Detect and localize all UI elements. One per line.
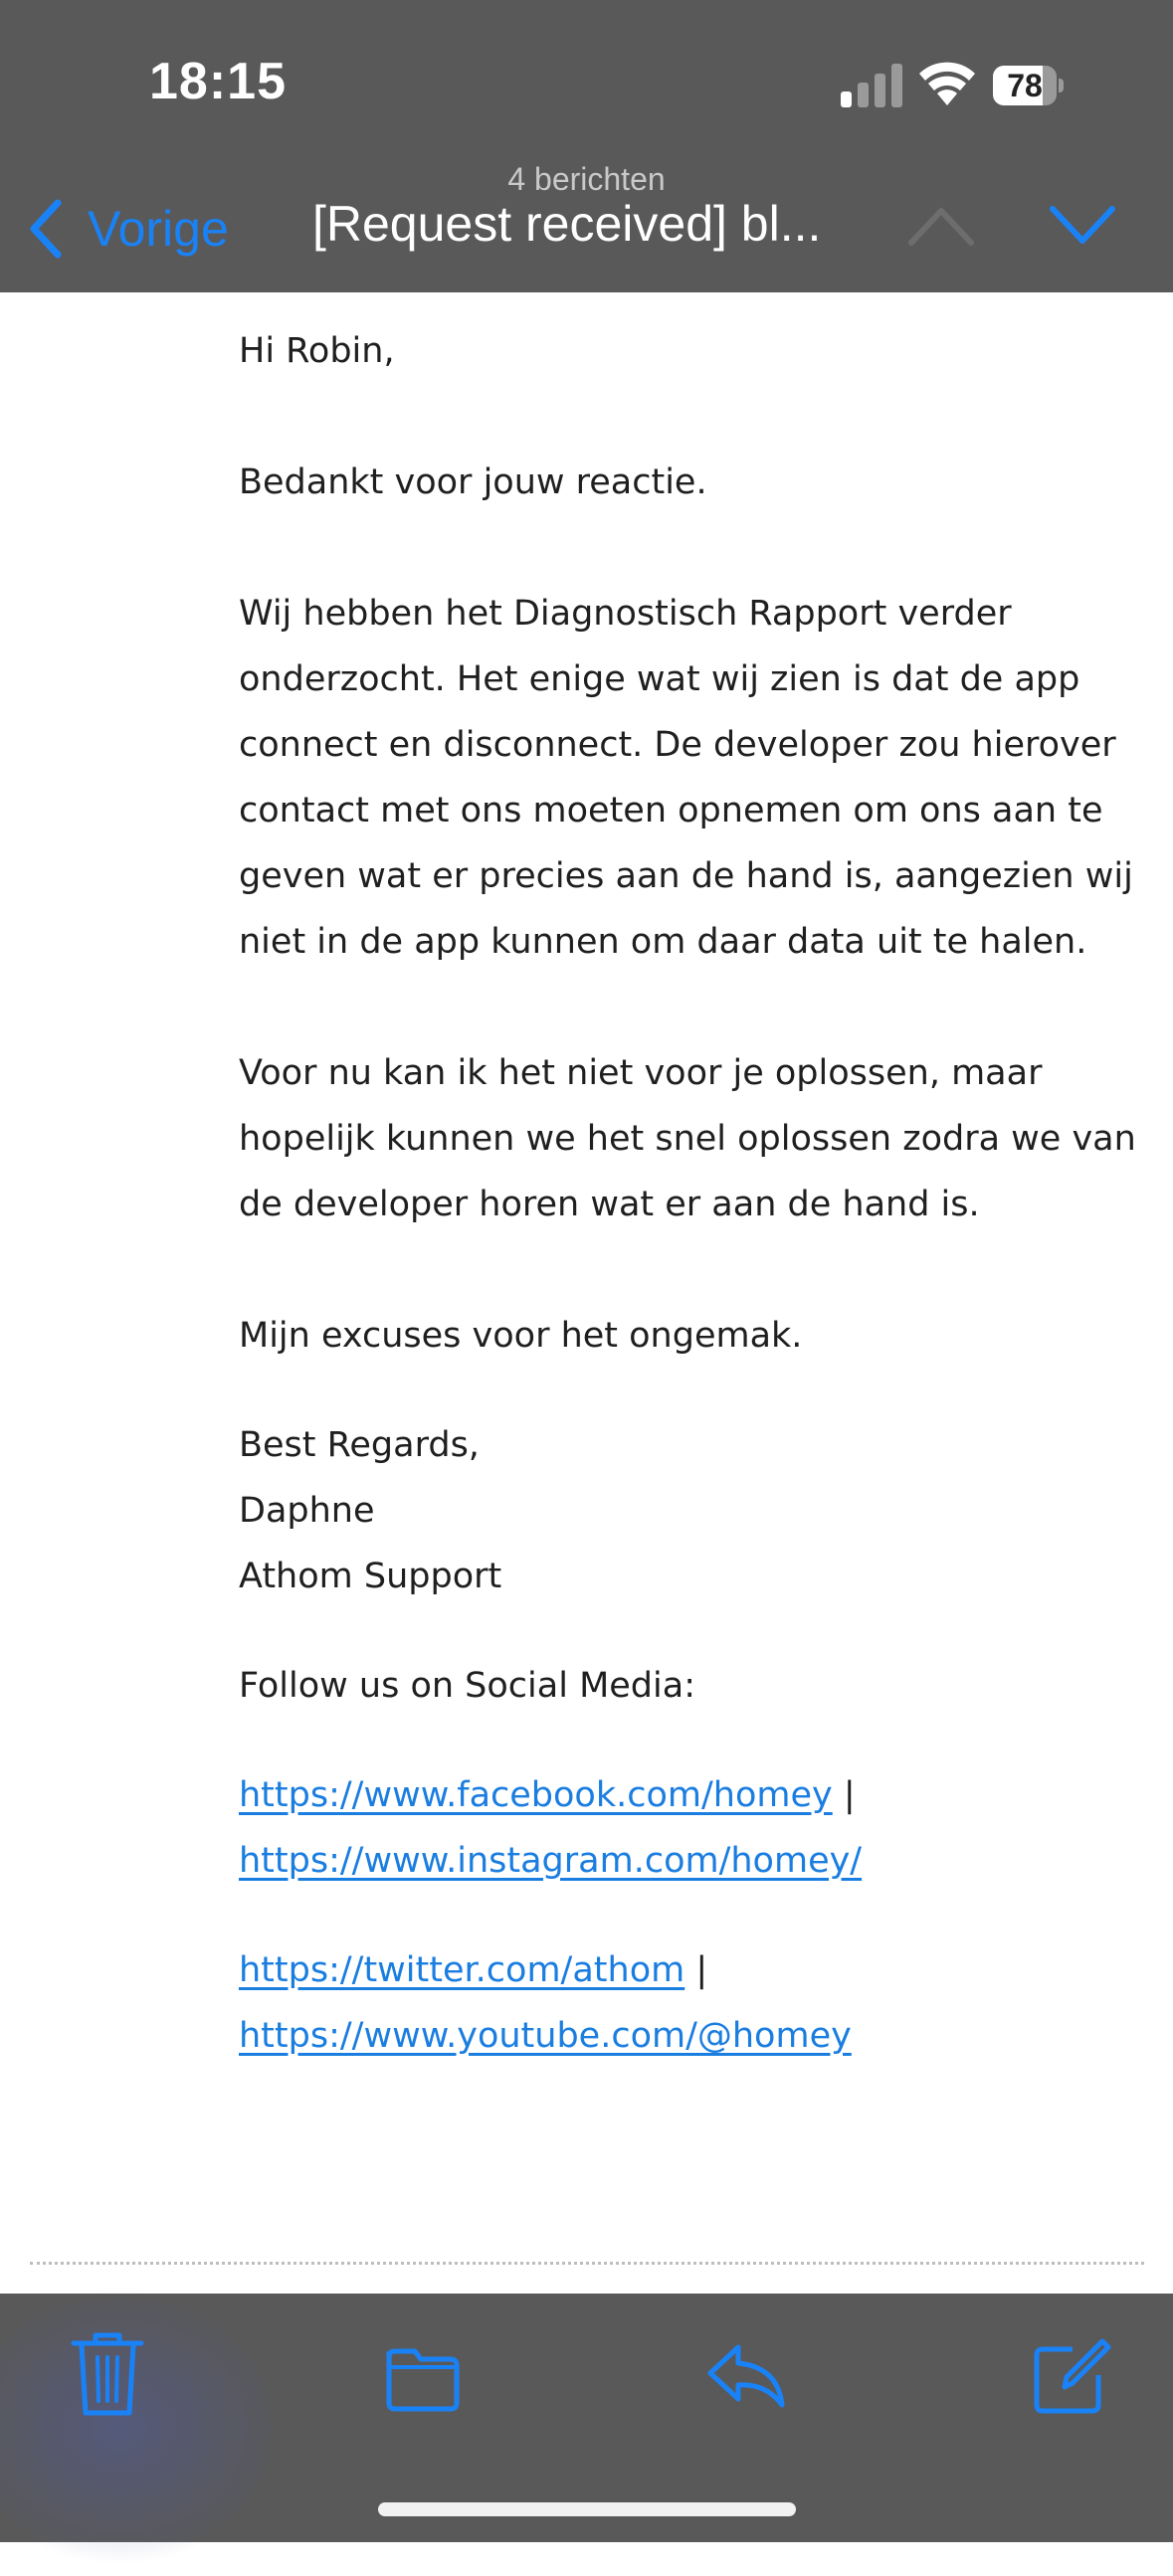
social-heading: Follow us on Social Media: — [239, 1666, 695, 1706]
trash-icon — [68, 2331, 147, 2419]
signature-regards: Best Regards, — [239, 1425, 480, 1465]
trash-button[interactable] — [68, 2331, 147, 2419]
twitter-link[interactable]: https://twitter.com/athom — [239, 1950, 685, 1990]
compose-icon — [1029, 2331, 1112, 2419]
thread-subject: [Request received] bl... — [312, 196, 822, 252]
folder-icon — [383, 2331, 463, 2419]
social-links-row-1 — [239, 1762, 1154, 1894]
previous-message-icon[interactable] — [905, 199, 977, 251]
compose-button[interactable] — [1029, 2331, 1112, 2419]
reply-icon — [704, 2331, 788, 2419]
cellular-signal-icon — [841, 64, 902, 107]
link-separator: | — [695, 1950, 708, 1990]
battery-level: 78 — [1007, 68, 1043, 103]
chevron-left-icon — [26, 197, 66, 261]
top-bar — [0, 0, 1173, 292]
facebook-link[interactable]: https://www.facebook.com/homey — [239, 1775, 833, 1815]
next-message-icon[interactable] — [1047, 199, 1118, 251]
wifi-icon — [919, 60, 975, 107]
battery-icon — [993, 66, 1063, 105]
back-button[interactable] — [26, 189, 229, 269]
status-time: 18:15 — [149, 53, 287, 110]
email-body — [239, 318, 1154, 2069]
message-divider — [30, 2262, 1144, 2265]
paragraph-diagnostics: Wij hebben het Diagnostisch Rapport verder onderzocht. Het enige wat wij zien is dat de app connect en disconnect. De developer zou hierover contact met ons moeten opnemen om ons aan te geven wat er precies aan de hand is, aangezien wij niet in de app kunnen om daar data uit te halen. — [239, 594, 1133, 962]
reply-button[interactable] — [704, 2331, 788, 2419]
paragraph-thanks: Bedankt voor jouw reactie. — [239, 462, 707, 502]
signature-team: Athom Support — [239, 1557, 502, 1596]
signature-name: Daphne — [239, 1491, 375, 1531]
youtube-link[interactable]: https://www.youtube.com/@homey — [239, 2016, 852, 2056]
instagram-link[interactable]: https://www.instagram.com/homey/ — [239, 1841, 863, 1881]
home-indicator[interactable] — [378, 2502, 796, 2516]
message-count: 4 berichten — [507, 161, 666, 197]
back-label: Vorige — [88, 201, 229, 257]
paragraph-apology: Mijn excuses voor het ongemak. — [239, 1316, 803, 1356]
social-links-row-2 — [239, 1937, 1154, 2069]
greeting: Hi Robin, — [239, 331, 395, 371]
trash-highlight — [0, 2278, 298, 2576]
paragraph-status: Voor nu kan ik het niet voor je oplossen, maar hopelijk kunnen we het snel oplossen zodra we van de developer horen wat er aan de hand is. — [239, 1053, 1136, 1224]
link-separator: | — [843, 1775, 856, 1815]
move-to-folder-button[interactable] — [383, 2331, 463, 2419]
